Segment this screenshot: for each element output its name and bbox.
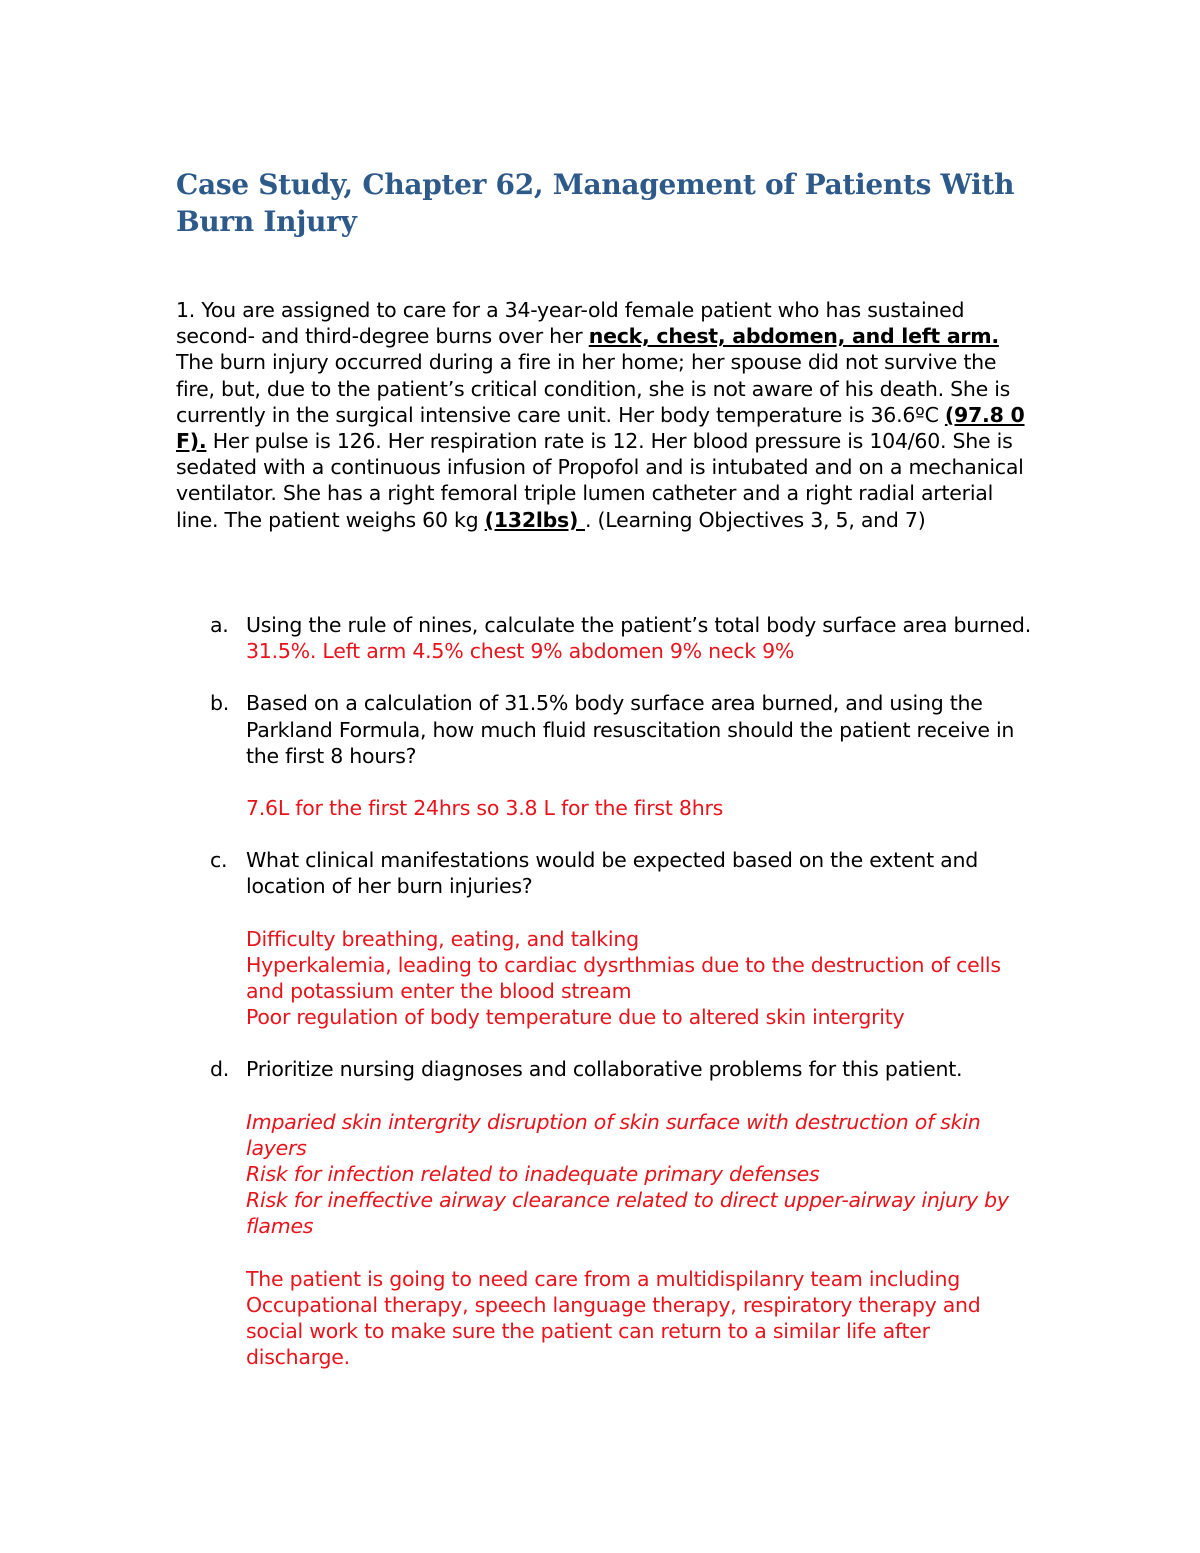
answer-text: Risk for infection related to inadequate primary defenses (246, 1162, 820, 1187)
question-text: What clinical manifestations would be expected based on the extent and location of her burn injuries? (246, 848, 978, 899)
question-letter: b. (210, 691, 230, 716)
question-text: Based on a calculation of 31.5% body surface area burned, and using the Parkland Formula, how much fluid resuscitation should the patient receive in the first 8 hours? (246, 691, 1015, 768)
question-item-c (210, 847, 1040, 1030)
question-item-a (210, 612, 1040, 664)
question-item-d (210, 1056, 1040, 1370)
case-intro (176, 297, 1036, 533)
intro-text-3: Her pulse is 126. Her respiration rate is 12. Her blood pressure is 104/60. She is sedated with a continuous infusion of Propofol and is intubated and on a mechanical ventilator. She has a right femoral triple lumen catheter and a right radial arterial line. The patient weighs 60 kg (176, 429, 1024, 532)
question-text: Using the rule of nines, calculate the patient’s total body surface area burned. (246, 613, 1031, 637)
answer-text: 31.5%. Left arm 4.5% chest 9% abdomen 9% neck 9% (246, 639, 795, 664)
question-item-b (210, 690, 1040, 821)
temperature-fahrenheit: (97.8 0 F). (176, 402, 1025, 454)
document-title: Case Study, Chapter 62, Management of Patients With Burn Injury (176, 168, 1015, 238)
intro-text-4: . (Learning Objectives 3, 5, and 7) (585, 507, 926, 532)
question-list (210, 612, 1040, 1370)
question-letter: c. (210, 848, 228, 873)
intro-text-2: The burn injury occurred during a fire in her home; her spouse did not survive the fire, but, due to the patient’s critical condition, she is not aware of his death. She is currently in the surgical intensive care unit. Her body temperature is 36.6ºC (176, 350, 1011, 427)
answer-text: Hyperkalemia, leading to cardiac dysrthmias due to the destruction of cells and potassium enter the blood stream (246, 952, 1001, 1004)
answer-text: Risk for ineffective airway clearance related to direct upper-airway injury by flames (246, 1188, 1009, 1239)
answer-text: Difficulty breathing, eating, and talking (246, 926, 639, 951)
intro-text-1: 1. You are assigned to care for a 34-year-old female patient who has sustained second- and third-degree burns over her (176, 298, 965, 349)
weight-lbs: (132lbs) (484, 507, 585, 532)
question-letter: a. (210, 613, 229, 637)
answer-text: 7.6L for the first 24hrs so 3.8 L for the first 8hrs (246, 796, 724, 821)
answer-note: The patient is going to need care from a multidispilanry team including Occupational therapy, speech language therapy, respiratory therapy and social work to make sure the patient can return to a similar life after discharge. (246, 1266, 981, 1370)
burn-sites: neck, chest, abdomen, and left arm. (588, 324, 999, 349)
question-text: Prioritize nursing diagnoses and collaborative problems for this patient. (246, 1057, 963, 1082)
answer-text: Poor regulation of body temperature due to altered skin intergrity (246, 1005, 905, 1030)
question-letter: d. (210, 1057, 230, 1082)
answer-text: Imparied skin intergrity disruption of skin surface with destruction of skin layers (246, 1109, 981, 1160)
